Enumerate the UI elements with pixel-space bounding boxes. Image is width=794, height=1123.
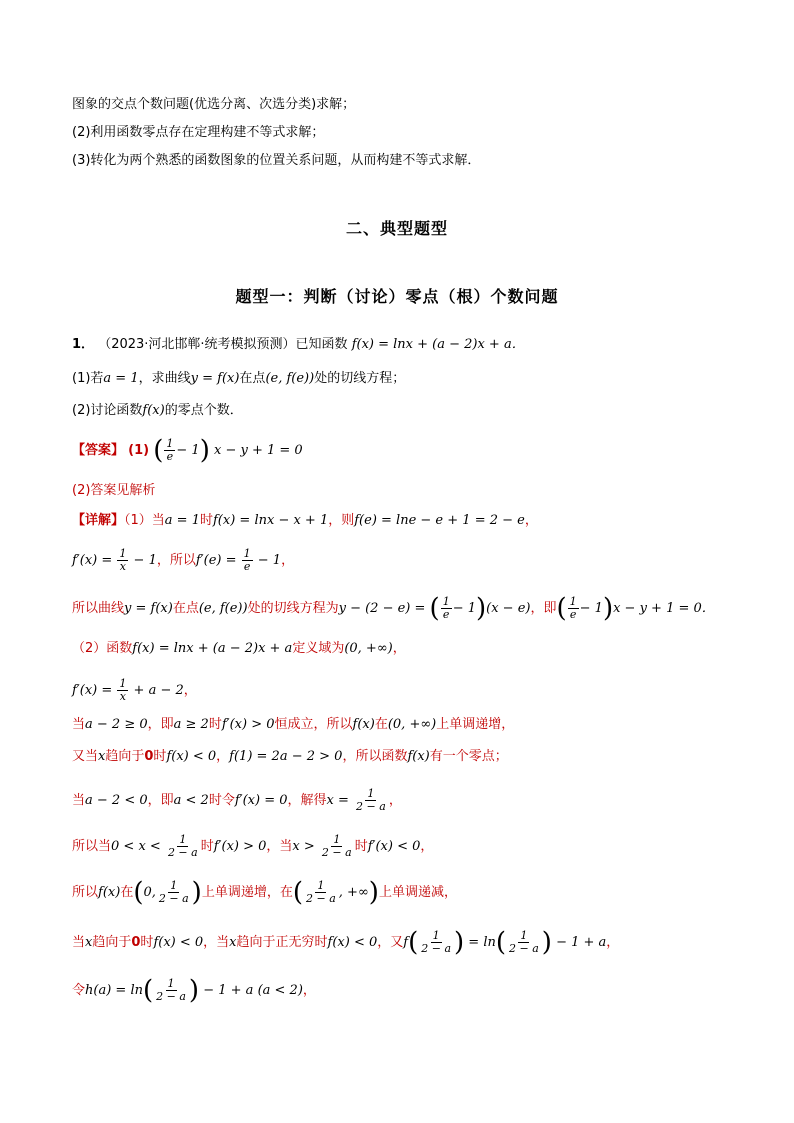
d1-math-d: f(x) = lnx − x + 1: [213, 513, 329, 528]
answer-tail: x − y + 1 = 0: [213, 443, 303, 458]
fraction-denominator: 2 − a: [306, 892, 336, 905]
q1-text-e: 在点: [239, 371, 266, 386]
paren-right: ): [191, 877, 202, 908]
detail-line-4: [72, 640, 406, 658]
d3-text-a: 所以曲线: [72, 601, 125, 616]
fraction-denominator: e: [166, 450, 174, 463]
d8-text-a: 当: [72, 793, 86, 808]
paren-left: (: [556, 593, 567, 624]
detail-line-7: [72, 748, 508, 766]
d4-text-a: （2）函数: [72, 641, 133, 656]
fraction-denominator: e: [243, 560, 251, 573]
d8-math-d: a < 2: [173, 793, 209, 808]
d4-text-c: 定义域为: [292, 641, 345, 656]
paren-right: ): [368, 877, 379, 908]
detail-label: 【详解】: [72, 513, 125, 528]
d2-text-c: ，所以: [156, 553, 196, 568]
d9-fraction: [166, 834, 200, 859]
paren-left: (: [495, 927, 507, 958]
paren-left: (: [142, 975, 154, 1006]
d1-math-b: a = 1: [164, 513, 200, 528]
d9-text-i: ，: [420, 839, 434, 854]
paren-right: ): [475, 593, 487, 624]
d1-text-e: ，则: [328, 513, 355, 528]
d11-text-d: 0: [131, 935, 141, 950]
d7-text-a: 又当: [72, 749, 99, 764]
d3-math-b: y = f(x): [124, 601, 173, 616]
q1-math-a: a = 1: [103, 371, 139, 386]
d6-text-c: ，即: [147, 717, 174, 732]
q1-text-c: ，求曲线: [138, 371, 191, 386]
fraction-denominator: 2 − a: [356, 800, 386, 813]
d11-math-f: f(x) < 0: [153, 935, 204, 950]
d12-math-d: (a < 2): [257, 983, 303, 998]
d2-fraction: [117, 548, 128, 573]
d7-text-d: 0: [144, 749, 154, 764]
paren-right: ): [188, 975, 200, 1006]
fraction-denominator: e: [442, 608, 450, 621]
d5-fraction: [117, 678, 128, 703]
d12-fraction: [154, 978, 188, 1003]
d9-math-h: f′(x) < 0: [367, 839, 421, 854]
problem-func-def: f(x) = lnx + (a − 2)x + a．: [351, 337, 525, 352]
d4-math-b: f(x) = lnx + (a − 2)x + a: [132, 641, 293, 656]
d11-text-e: 时: [140, 935, 154, 950]
d10-text-g: 上单调递减，: [378, 885, 457, 900]
d2-math-d: f′(e) =: [195, 553, 241, 568]
d9-text-a: 所以当: [72, 839, 112, 854]
intro-text-2: (2)利用函数零点存在定理构建不等式求解；: [72, 125, 325, 140]
d6-math-j: (0, +∞): [387, 717, 437, 732]
detail-line-8: [72, 788, 402, 813]
problem-line: [72, 336, 525, 354]
d2-math-b: − 1: [129, 553, 157, 568]
d7-text-k: 有一个零点；: [429, 749, 508, 764]
d3-fraction: [441, 596, 452, 621]
answer-line-2: [72, 482, 155, 500]
d11-text-o: ，: [606, 935, 620, 950]
d10-math-b: f(x): [98, 885, 121, 900]
d10-text-a: 所以: [72, 885, 99, 900]
answer-line-1: [72, 435, 303, 466]
paren-right: ): [602, 593, 614, 624]
d5-math-b: + a − 2: [129, 683, 184, 698]
d9-fraction-2: [320, 834, 354, 859]
d3-rest-2: − 1: [579, 601, 603, 616]
d1-text-g: ，: [524, 513, 538, 528]
d6-math-d: a ≥ 2: [173, 717, 209, 732]
d12-math-c: − 1 + a: [199, 983, 254, 998]
d6-text-k: 上单调递增，: [436, 717, 515, 732]
d10-text-c: 在: [120, 885, 134, 900]
d7-text-c: 趋向于: [105, 749, 145, 764]
q1-prefix: (1)若: [72, 371, 104, 386]
paren-right: ): [454, 927, 465, 958]
d3-text-h: ，即: [530, 601, 557, 616]
d4-math-d: (0, +∞): [344, 641, 393, 656]
q1-math-point: (e, f(e)): [265, 371, 315, 386]
paren-left: (: [292, 877, 303, 908]
d7-text-g: ，: [216, 749, 230, 764]
d2-fraction-2: [242, 548, 253, 573]
question-1: [72, 370, 405, 388]
detail-line-3: [72, 593, 715, 624]
fraction-denominator: 2 − a: [158, 892, 189, 905]
d11-text-i: 趋向于正无穷时: [236, 935, 328, 950]
fraction-denominator: 2 − a: [421, 942, 452, 955]
detail-line-1: [72, 512, 538, 530]
d11-math-n: − 1 + a: [551, 935, 607, 950]
problem-number: 1．: [72, 337, 95, 352]
d10-interval-2: [292, 877, 379, 908]
detail-line-10: [72, 877, 457, 908]
d10-fraction-2: [304, 880, 338, 905]
fraction-numerator: 1: [317, 879, 325, 892]
detail-line-2: [72, 548, 294, 573]
d3-math-d: (e, f(e)): [198, 601, 248, 616]
paren-left: (: [133, 877, 144, 908]
d8-fraction: [354, 788, 388, 813]
d9-text-e: ，当: [266, 839, 293, 854]
answer-part2: (2)答案见解析: [72, 483, 156, 498]
d3-fraction-2: [568, 596, 579, 621]
d6-text-a: 当: [72, 717, 86, 732]
d12-math-b: h(a) = ln: [85, 983, 143, 998]
fraction-numerator: 1: [166, 437, 174, 450]
answer-expression: [153, 435, 303, 466]
detail-line-5: [72, 678, 197, 703]
d11-math-j: f(x) < 0: [327, 935, 378, 950]
q2-text: 的零点个数．: [164, 403, 243, 418]
fraction-denominator: 2 − a: [167, 846, 198, 859]
d3-math-i: x − y + 1 = 0．: [613, 601, 715, 616]
d5-math-a: f′(x) =: [72, 683, 117, 698]
d12-text-a: 令: [72, 983, 86, 998]
d11-fraction: [419, 930, 453, 955]
intro-text-3: (3)转化为两个熟悉的函数图象的位置关系问题，从而构建不等式求解．: [72, 153, 481, 168]
fraction-denominator: 2 − a: [321, 846, 352, 859]
d3-paren-expr-2: [556, 593, 614, 624]
d10-math-f: , +∞: [338, 885, 369, 900]
problem-source: （2023·河北邯郸·统考模拟预测）已知函数: [98, 337, 348, 352]
d9-text-c: 时: [200, 839, 214, 854]
d8-math-h: x =: [326, 793, 354, 808]
d11-math-m: = ln: [464, 935, 496, 950]
paren-left: (: [429, 593, 440, 624]
d7-math-f: f(x) < 0: [166, 749, 217, 764]
d2-math-e: − 1: [253, 553, 282, 568]
fraction-denominator: x: [119, 560, 127, 573]
paren-left: (: [408, 927, 419, 958]
d6-text-i: 在: [374, 717, 388, 732]
d3-text-e: 处的切线方程为: [247, 601, 339, 616]
d9-text-g: 时: [354, 839, 368, 854]
fraction-numerator: 1: [170, 879, 178, 892]
d11-text-a: 当: [72, 935, 86, 950]
d1-math-f: f(e) = lne − e + 1 = 2 − e: [354, 513, 525, 528]
fraction-numerator: 1: [167, 977, 175, 990]
d6-math-h: f(x): [352, 717, 375, 732]
fraction-denominator: 2 − a: [509, 942, 539, 955]
fraction-numerator: 1: [442, 595, 450, 608]
d3-rest: − 1: [452, 601, 476, 616]
d10-text-e: 上单调递增，在: [201, 885, 293, 900]
d3-text-c: 在点: [172, 601, 199, 616]
d6-text-e: 时: [208, 717, 222, 732]
d6-math-f: f′(x) > 0: [221, 717, 275, 732]
d6-text-g: 恒成立，所以: [274, 717, 353, 732]
d12-text-e: ，: [302, 983, 316, 998]
detail-line-11: [72, 927, 620, 958]
fraction-numerator: 1: [333, 833, 341, 846]
answer-label: 【答案】: [72, 443, 125, 458]
fraction-numerator: 1: [432, 929, 440, 942]
d2-text-f: ，: [281, 553, 295, 568]
d7-math-b: x: [98, 749, 106, 764]
type-title: 题型一：判断（讨论）零点（根）个数问题: [235, 287, 559, 306]
fraction-denominator: 2 − a: [156, 990, 186, 1003]
detail-line-12: [72, 975, 316, 1006]
d8-text-e: 时令: [208, 793, 235, 808]
d1-text-a: （1）当: [124, 513, 165, 528]
d7-text-e: 时: [153, 749, 167, 764]
paren-left: (: [153, 435, 164, 466]
d9-math-f: x >: [292, 839, 319, 854]
paren-right: ): [541, 927, 552, 958]
d2-math-a: f′(x) =: [72, 553, 117, 568]
d1-text-c: 时: [199, 513, 213, 528]
fraction-numerator: 1: [179, 833, 187, 846]
fraction-numerator: 1: [119, 677, 127, 690]
detail-line-9: [72, 834, 433, 859]
intro-line-3: [72, 152, 480, 170]
answer-fraction: [164, 438, 175, 463]
d9-math-d: f′(x) > 0: [213, 839, 267, 854]
q1-text-g: 处的切线方程；: [314, 371, 406, 386]
d10-fraction: [157, 880, 191, 905]
d3-math-g: (x − e): [486, 601, 531, 616]
fraction-numerator: 1: [367, 787, 375, 800]
d6-math-b: a − 2 ≥ 0: [85, 717, 148, 732]
d11-text-g: ，当: [203, 935, 230, 950]
d8-math-b: a − 2 < 0: [85, 793, 148, 808]
fraction-numerator: 1: [119, 547, 127, 560]
fraction-denominator: x: [119, 690, 127, 703]
d8-math-f: f′(x) = 0: [234, 793, 288, 808]
d4-text-e: ，: [392, 641, 406, 656]
d3-paren-expr: [429, 593, 487, 624]
q1-math-curve: y = f(x): [190, 371, 240, 386]
d11-fraction-2: [507, 930, 541, 955]
intro-text-1: 图象的交点个数问题(优选分离、次选分类)求解；: [72, 97, 356, 112]
answer-rest: − 1: [176, 443, 200, 458]
d12-expression: [85, 975, 303, 1006]
answer-part1-label: (1): [128, 443, 150, 458]
d7-math-j: f(x): [407, 749, 430, 764]
question-2: [72, 402, 243, 420]
d11-text-c: 趋向于: [92, 935, 132, 950]
d11-expression: [403, 927, 607, 958]
d11-math-b: x: [85, 935, 93, 950]
paren-right: ): [199, 435, 210, 466]
d11-math-h: x: [229, 935, 237, 950]
fraction-numerator: 1: [243, 547, 251, 560]
section-title: 二、典型题型: [345, 219, 448, 238]
d5-text-c: ，: [183, 683, 197, 698]
d7-math-h: f(1) = 2a − 2 > 0: [229, 749, 343, 764]
intro-line-2: [72, 124, 324, 142]
d3-math-f: y − (2 − e) =: [338, 601, 430, 616]
d7-text-i: ，所以函数: [342, 749, 408, 764]
intro-line-1: [72, 96, 355, 114]
d10-math-d: 0,: [143, 885, 156, 900]
fraction-numerator: 1: [520, 929, 528, 942]
d8-text-c: ，即: [147, 793, 174, 808]
detail-line-6: [72, 716, 514, 734]
fraction-numerator: 1: [569, 595, 577, 608]
d9-math-b: 0 < x <: [111, 839, 165, 854]
d10-interval-1: [133, 877, 202, 908]
d8-text-i: ，: [388, 793, 402, 808]
d11-math-l: f: [403, 935, 409, 950]
d8-text-g: ，解得: [287, 793, 327, 808]
d11-text-k: ，又: [377, 935, 404, 950]
q2-prefix: (2)讨论函数: [72, 403, 143, 418]
q2-math: f(x): [142, 403, 165, 418]
fraction-denominator: e: [569, 608, 577, 621]
